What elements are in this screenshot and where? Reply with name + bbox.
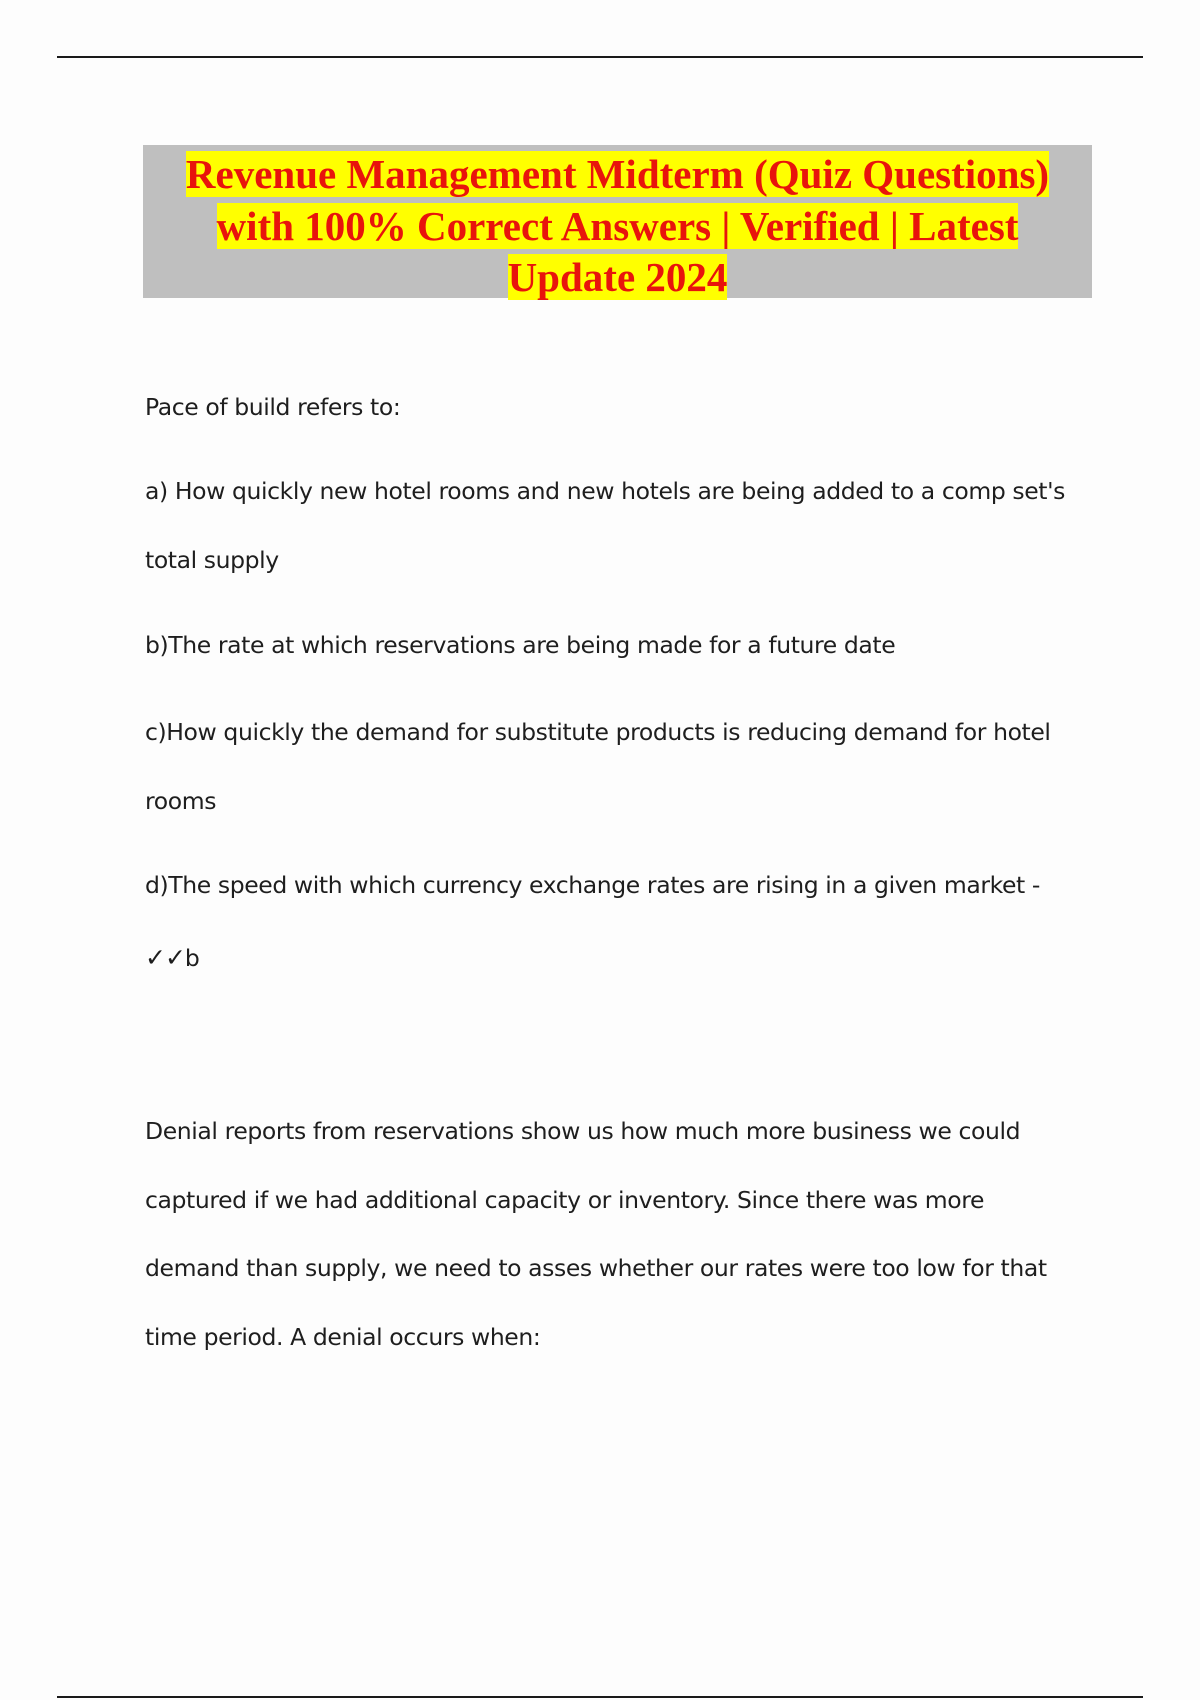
title-banner — [143, 145, 1092, 298]
question-2-line-1: Denial reports from reservations show us how much more business we could — [145, 1117, 1021, 1145]
question-1-option-a: a) How quickly new hotel rooms and new hotels are being added to a comp set's — [145, 477, 1066, 505]
title-line-3: Update 2024 — [507, 254, 728, 300]
question-1-option-c: c)How quickly the demand for substitute products is reducing demand for hotel — [145, 718, 1051, 746]
answer-letter: b — [184, 944, 200, 972]
document-title — [143, 149, 1092, 304]
question-1-option-a-cont: total supply — [145, 546, 279, 574]
title-line-2: with 100% Correct Answers | Verified | Latest — [216, 202, 1019, 249]
checkmark-icon: ✓✓ — [145, 943, 185, 972]
question-1-option-b: b)The rate at which reservations are being made for a future date — [145, 631, 896, 659]
question-1-prompt: Pace of build refers to: — [145, 393, 401, 421]
question-2-line-3: demand than supply, we need to asses whether our rates were too low for that — [145, 1254, 1047, 1282]
question-1-option-d: d)The speed with which currency exchange rates are rising in a given market - — [145, 871, 1040, 899]
question-1-answer — [145, 943, 199, 972]
question-1-option-c-cont: rooms — [145, 787, 217, 815]
question-2-line-2: captured if we had additional capacity or inventory. Since there was more — [145, 1186, 985, 1214]
title-line-1: Revenue Management Midterm (Quiz Questions) — [185, 151, 1050, 197]
question-2-line-4: time period. A denial occurs when: — [145, 1323, 541, 1351]
header-rule — [57, 56, 1143, 58]
footer-rule — [57, 1696, 1143, 1698]
